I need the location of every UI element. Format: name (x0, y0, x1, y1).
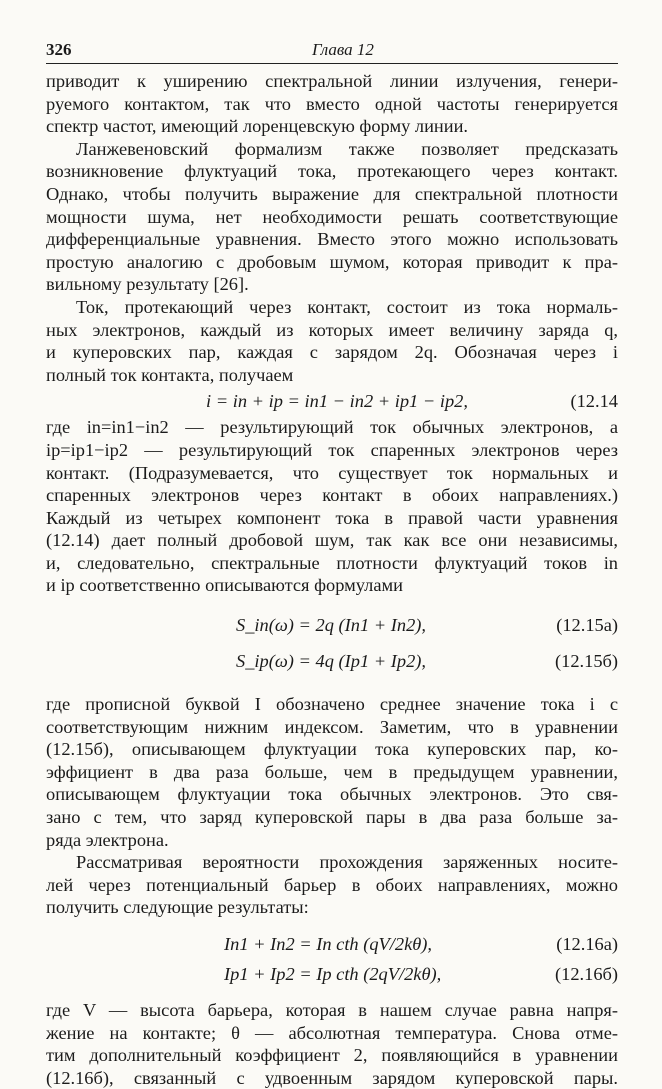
text-line: ных электронов, каждый из которых имеет величину заряда q, (46, 319, 618, 340)
equation-formula: Ip1 + Ip2 = Ip cth (2qV/2kθ), (224, 964, 442, 984)
text-line: полный ток контакта, получаем (46, 364, 294, 385)
text-line: (12.15б), описывающем флуктуации тока куперовских пар, ко- (46, 739, 618, 760)
equation-formula: S_ip(ω) = 4q (Ip1 + Ip2), (236, 651, 427, 672)
text-line: лей через потенциальный барьер в обоих направлениях, можно (46, 874, 618, 895)
text-line: ряда электрона. (46, 829, 169, 850)
equation-formula: In1 + In2 = In cth (qV/2kθ), (224, 934, 432, 954)
text-line: и, следовательно, спектральные плотности флуктуаций токов in (46, 552, 618, 573)
chapter-title: Глава 12 (312, 40, 374, 59)
header-rule (46, 63, 618, 64)
page-body (46, 70, 618, 1089)
text-line: где прописной буквой I обозначено среднее значение тока i с (46, 694, 618, 715)
text-line: спаренных электронов через контакт в обоих направлениях.) (46, 485, 618, 506)
equation-number: (12.16а) (556, 934, 618, 954)
equation-12-16a (46, 929, 618, 959)
text-line: ip=ip1−ip2 — результирующий ток спаренных электронов через (46, 439, 618, 460)
equation-12-15a (46, 607, 618, 643)
text-line: мощности шума, нет необходимости решать соответствующие (46, 206, 618, 227)
equation-number: (12.14 (570, 391, 618, 412)
text-line: простую аналогию с дробовым шумом, которая приводит к пра- (46, 251, 618, 272)
text-line: руемого контактом, так что вместо одной частоты генерируется (46, 93, 618, 114)
equation-formula: i = in + ip = in1 − in2 + ip1 − ip2, (206, 391, 468, 412)
text-line: приводит к уширению спектральной линии излучения, генери- (46, 71, 618, 91)
equation-number: (12.15а) (556, 615, 618, 636)
page-header (46, 38, 616, 62)
text-line: зано с тем, что заряд куперовской пары в два раза больше за- (46, 807, 618, 828)
text-line: тим дополнительный коэффициент 2, появляющийся в уравнении (46, 1045, 618, 1066)
text-line: описывающем флуктуации тока обычных электронов. Это свя- (46, 784, 618, 805)
text-line: Рассматривая вероятности прохождения заряженных носите- (76, 852, 618, 873)
text-line: эффициент в два раза больше, чем в предыдущем уравнении, (46, 761, 618, 782)
text-line: Однако, чтобы получить выражение для спектральной плотности (46, 183, 618, 204)
text-line: контакт. (Подразумевается, что существует ток нормальных и (46, 462, 618, 483)
text-line: и куперовских пар, каждая с зарядом 2q. Обозначая через i (46, 342, 618, 363)
equation-12-14 (46, 386, 618, 416)
text-line: Ланжевеновский формализм также позволяет предсказать (76, 138, 618, 159)
equation-number: (12.15б) (555, 651, 618, 672)
page-number: 326 (46, 40, 72, 59)
equation-12-15b (46, 643, 618, 679)
text-line: Ток, протекающий через контакт, состоит из тока нормаль- (76, 296, 618, 317)
text-line: получить следующие результаты: (46, 897, 309, 918)
equation-number: (12.16б) (555, 964, 618, 984)
text-line: (12.14) дает полный дробовой шум, так как все они независимы, (46, 530, 618, 551)
equation-12-16b (46, 959, 618, 989)
text-line: дифференциальные уравнения. Вместо этого можно использовать (46, 229, 618, 250)
text-line: жение на контакте; θ — абсолютная температура. Снова отме- (46, 1022, 618, 1043)
text-line: Каждый из четырех компонент тока в правой части уравнения (46, 507, 618, 528)
text-line: спектр частот, имеющий лоренцевскую форму линии. (46, 116, 469, 137)
text-line: возникновение флуктуаций тока, протекающего через контакт. (46, 161, 618, 182)
text-line: вильному результату [26]. (46, 274, 249, 295)
text-line: и ip соответственно описываются формулами (46, 575, 403, 596)
text-line: (12.16б), связанный с удвоенным зарядом куперовской пары. (46, 1067, 618, 1088)
equation-formula: S_in(ω) = 2q (In1 + In2), (236, 615, 427, 636)
text-line: где in=in1−in2 — результирующий ток обычных электронов, а (46, 417, 618, 438)
text-line: где V — высота барьера, которая в нашем случае равна напря- (46, 1000, 618, 1020)
text-line: соответствующим нижним индексом. Заметим, что в уравнении (46, 716, 618, 737)
